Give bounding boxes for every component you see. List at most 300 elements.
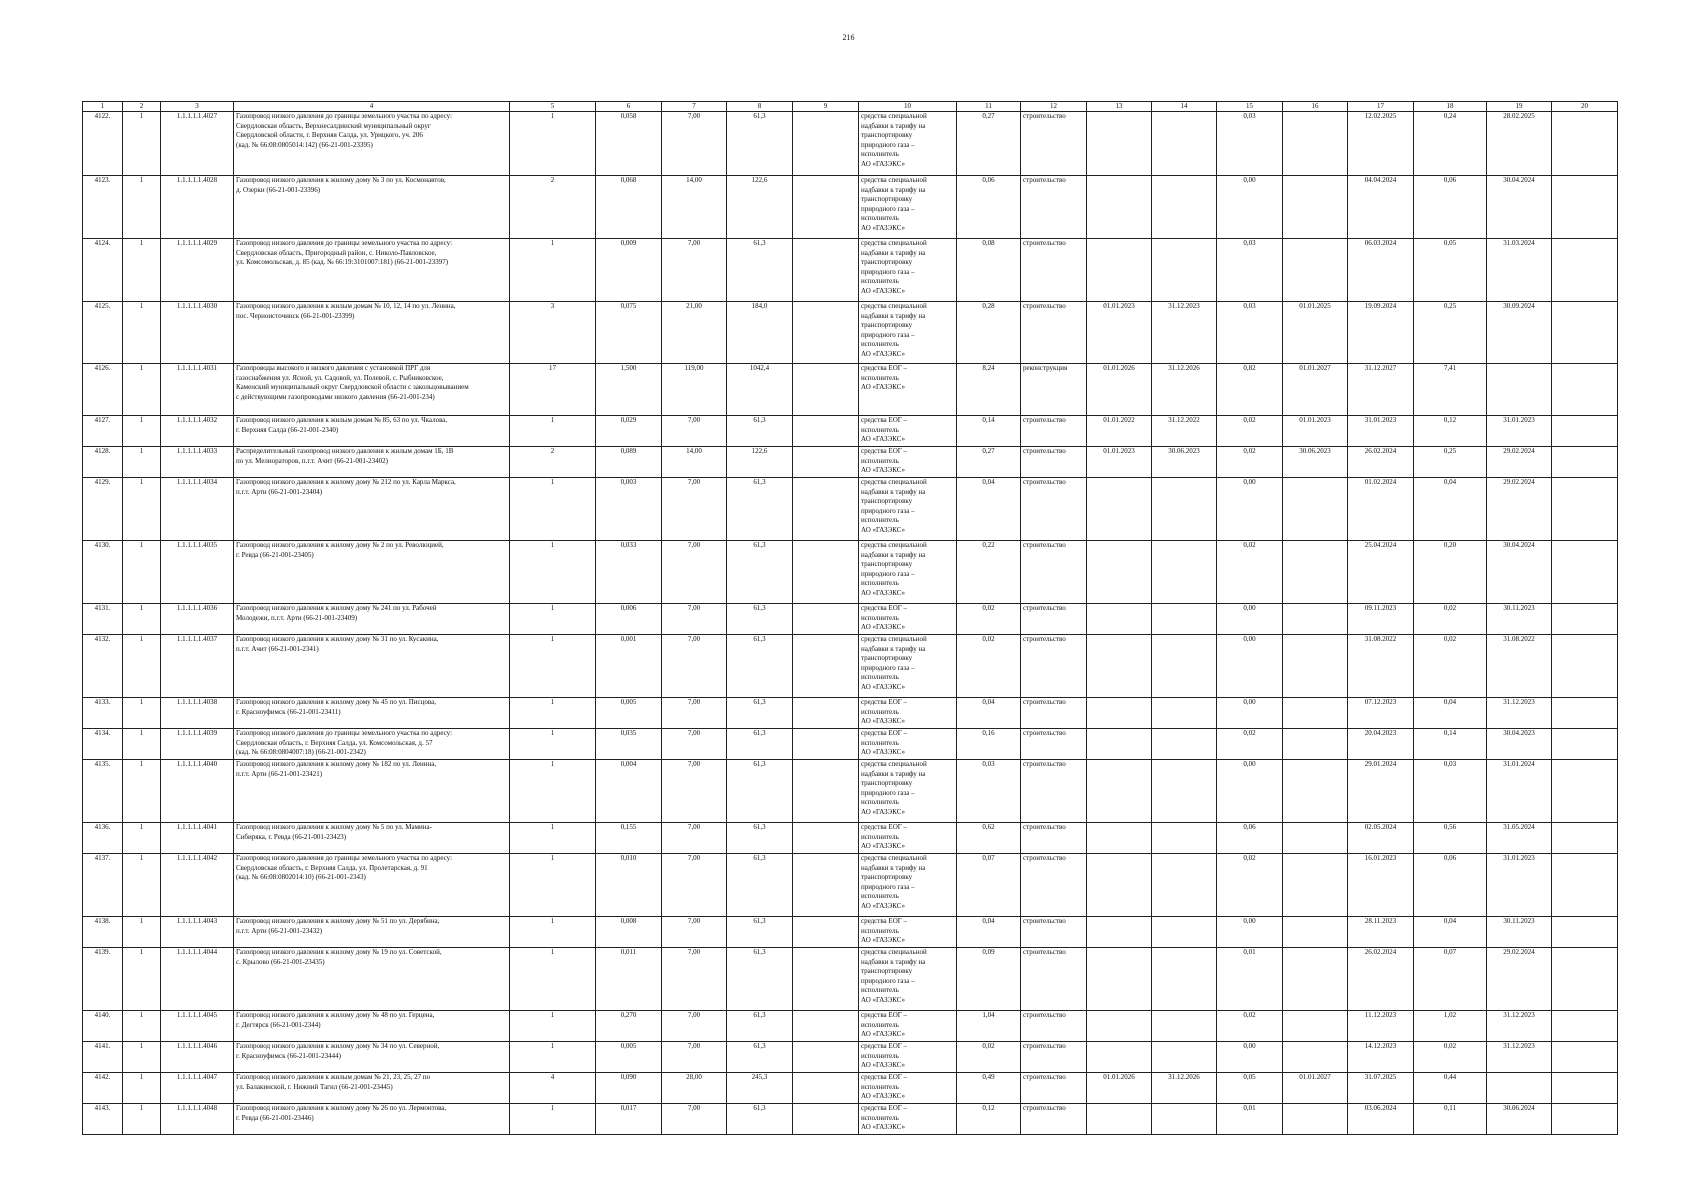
cell-col-9 [793, 447, 859, 478]
funding-source: средства ЕОГ – исполнитель АО «ГАЗЭКС» [859, 416, 957, 447]
cell-col-9 [793, 635, 859, 698]
work-type: строительство [1021, 854, 1087, 917]
cell-col-2: 1 [123, 760, 161, 823]
cell-col-5: 1 [510, 635, 596, 698]
row-number: 4126. [83, 364, 123, 416]
column-header: 7 [662, 102, 727, 112]
cell-col-5: 1 [510, 239, 596, 302]
table-row [83, 176, 1618, 239]
cell-col-13 [1087, 541, 1152, 604]
funding-source: средства ЕОГ – исполнитель АО «ГАЗЭКС» [859, 698, 957, 729]
cell-col-18: 0,05 [1414, 239, 1487, 302]
cell-col-19: 31.01.2024 [1487, 760, 1552, 823]
cell-col-15: 0,06 [1217, 823, 1283, 854]
row-number: 4132. [83, 635, 123, 698]
cell-col-2: 1 [123, 1073, 161, 1104]
cell-col-18: 0,25 [1414, 302, 1487, 364]
cell-col-8: 122,6 [727, 176, 793, 239]
column-header: 9 [793, 102, 859, 112]
table-row [83, 364, 1618, 416]
row-number: 4135. [83, 760, 123, 823]
cell-col-20 [1552, 176, 1618, 239]
cell-col-16: 01.01.2025 [1283, 302, 1348, 364]
cell-col-7: 7,00 [662, 239, 727, 302]
object-code: 1.1.1.1.1.4037 [161, 635, 234, 698]
funding-source: средства ЕОГ – исполнитель АО «ГАЗЭКС» [859, 1104, 957, 1135]
cell-col-18: 0,56 [1414, 823, 1487, 854]
row-number: 4134. [83, 729, 123, 760]
cell-col-9 [793, 112, 859, 176]
cell-col-15: 0,00 [1217, 1042, 1283, 1073]
cell-col-13 [1087, 854, 1152, 917]
cell-col-16 [1283, 854, 1348, 917]
row-number: 4140. [83, 1011, 123, 1042]
cell-col-14 [1152, 176, 1217, 239]
cell-col-19: 29.02.2024 [1487, 447, 1552, 478]
cell-col-2: 1 [123, 302, 161, 364]
table-row [83, 239, 1618, 302]
cell-col-17: 16.01.2023 [1348, 854, 1414, 917]
column-header: 17 [1348, 102, 1414, 112]
cell-col-11: 0,04 [957, 698, 1021, 729]
cell-col-6: 0,089 [596, 447, 662, 478]
work-type: строительство [1021, 302, 1087, 364]
cell-col-17: 03.06.2024 [1348, 1104, 1414, 1135]
cell-col-8: 61,3 [727, 1042, 793, 1073]
column-header: 19 [1487, 102, 1552, 112]
row-number: 4122. [83, 112, 123, 176]
cell-col-20 [1552, 541, 1618, 604]
cell-col-18: 0,07 [1414, 948, 1487, 1011]
cell-col-2: 1 [123, 239, 161, 302]
cell-col-7: 21,00 [662, 302, 727, 364]
work-type: строительство [1021, 1073, 1087, 1104]
cell-col-8: 61,3 [727, 112, 793, 176]
cell-col-11: 0,04 [957, 917, 1021, 948]
column-header: 20 [1552, 102, 1618, 112]
object-name: Газопровод низкого давления к жилым домам № 10, 12, 14 по ул. Ленина, пос. Черноисточинск (66-21-001-23399) [234, 302, 510, 364]
cell-col-14: 31.12.2026 [1152, 364, 1217, 416]
cell-col-6: 0,075 [596, 302, 662, 364]
cell-col-19: 30.04.2024 [1487, 176, 1552, 239]
object-name: Газопровод низкого давления к жилому дому № 45 по ул. Писцова, г. Красноуфимск (66-21-001-23411) [234, 698, 510, 729]
funding-source: средства специальной надбавки к тарифу на транспортировку природного газа – исполнитель АО «ГАЗЭКС» [859, 948, 957, 1011]
cell-col-18: 0,11 [1414, 1104, 1487, 1135]
cell-col-17: 20.04.2023 [1348, 729, 1414, 760]
work-type: строительство [1021, 447, 1087, 478]
cell-col-8: 61,3 [727, 604, 793, 635]
cell-col-5: 2 [510, 447, 596, 478]
cell-col-20 [1552, 854, 1618, 917]
object-name: Газопровод низкого давления до границы земельного участка по адресу: Свердловская область, г. Верхняя Салда, ул. Комсомольская, д. 57 (кад. № 66:08:0804007:18) (66-21-001-2342) [234, 729, 510, 760]
cell-col-14 [1152, 1011, 1217, 1042]
row-number: 4142. [83, 1073, 123, 1104]
cell-col-5: 1 [510, 1042, 596, 1073]
object-code: 1.1.1.1.1.4038 [161, 698, 234, 729]
cell-col-11: 0,49 [957, 1073, 1021, 1104]
cell-col-13: 01.01.2022 [1087, 416, 1152, 447]
cell-col-8: 61,3 [727, 854, 793, 917]
cell-col-6: 0,068 [596, 176, 662, 239]
cell-col-19: 31.01.2023 [1487, 416, 1552, 447]
cell-col-9 [793, 760, 859, 823]
column-header: 2 [123, 102, 161, 112]
table-row [83, 917, 1618, 948]
cell-col-17: 09.11.2023 [1348, 604, 1414, 635]
cell-col-7: 28,00 [662, 1073, 727, 1104]
cell-col-16 [1283, 948, 1348, 1011]
cell-col-20 [1552, 1104, 1618, 1135]
cell-col-19: 30.11.2023 [1487, 917, 1552, 948]
work-type: строительство [1021, 112, 1087, 176]
cell-col-6: 0,017 [596, 1104, 662, 1135]
table-row [83, 760, 1618, 823]
cell-col-6: 0,010 [596, 854, 662, 917]
cell-col-5: 1 [510, 1104, 596, 1135]
cell-col-6: 0,006 [596, 604, 662, 635]
funding-source: средства ЕОГ – исполнитель АО «ГАЗЭКС» [859, 1073, 957, 1104]
cell-col-16 [1283, 239, 1348, 302]
cell-col-18: 0,02 [1414, 604, 1487, 635]
object-name: Газопровод низкого давления к жилому дому № 19 по ул. Советской, с. Крылово (66-21-001-23435) [234, 948, 510, 1011]
cell-col-14 [1152, 948, 1217, 1011]
object-name: Газопровод низкого давления к жилому дому № 182 по ул. Ленина, п.г.т. Арти (66-21-001-23421) [234, 760, 510, 823]
cell-col-19: 30.04.2023 [1487, 729, 1552, 760]
cell-col-11: 1,04 [957, 1011, 1021, 1042]
cell-col-8: 61,3 [727, 917, 793, 948]
cell-col-11: 0,28 [957, 302, 1021, 364]
cell-col-20 [1552, 1073, 1618, 1104]
cell-col-14 [1152, 854, 1217, 917]
cell-col-16 [1283, 1104, 1348, 1135]
table-row [83, 635, 1618, 698]
cell-col-2: 1 [123, 604, 161, 635]
cell-col-5: 1 [510, 1011, 596, 1042]
cell-col-20 [1552, 604, 1618, 635]
column-header: 10 [859, 102, 957, 112]
cell-col-2: 1 [123, 478, 161, 541]
cell-col-2: 1 [123, 917, 161, 948]
cell-col-11: 0,06 [957, 176, 1021, 239]
cell-col-2: 1 [123, 364, 161, 416]
cell-col-18: 7,41 [1414, 364, 1487, 416]
cell-col-19 [1487, 364, 1552, 416]
cell-col-5: 1 [510, 948, 596, 1011]
object-name: Газопровод низкого давления к жилым домам № 21, 23, 25, 27 по ул. Балакинской, г. Нижний Тагил (66-21-001-23445) [234, 1073, 510, 1104]
funding-source: средства ЕОГ – исполнитель АО «ГАЗЭКС» [859, 917, 957, 948]
cell-col-9 [793, 302, 859, 364]
cell-col-17: 26.02.2024 [1348, 948, 1414, 1011]
cell-col-14 [1152, 917, 1217, 948]
row-number: 4124. [83, 239, 123, 302]
cell-col-13: 01.01.2023 [1087, 302, 1152, 364]
cell-col-5: 4 [510, 1073, 596, 1104]
cell-col-14: 31.12.2026 [1152, 1073, 1217, 1104]
cell-col-8: 61,3 [727, 698, 793, 729]
cell-col-7: 7,00 [662, 698, 727, 729]
cell-col-14 [1152, 1042, 1217, 1073]
cell-col-16 [1283, 478, 1348, 541]
cell-col-2: 1 [123, 416, 161, 447]
object-name: Газопровод низкого давления к жилому дому № 5 по ул. Мамина- Сибиряка, г. Ревда (66-21-001-23423) [234, 823, 510, 854]
cell-col-7: 7,00 [662, 416, 727, 447]
cell-col-7: 14,00 [662, 176, 727, 239]
cell-col-11: 0,16 [957, 729, 1021, 760]
table-row [83, 1042, 1618, 1073]
cell-col-20 [1552, 416, 1618, 447]
cell-col-5: 2 [510, 176, 596, 239]
row-number: 4127. [83, 416, 123, 447]
cell-col-18: 0,04 [1414, 917, 1487, 948]
cell-col-8: 184,0 [727, 302, 793, 364]
cell-col-13 [1087, 176, 1152, 239]
row-number: 4139. [83, 948, 123, 1011]
row-number: 4136. [83, 823, 123, 854]
table-row [83, 478, 1618, 541]
table-row [83, 447, 1618, 478]
cell-col-11: 0,02 [957, 604, 1021, 635]
cell-col-13 [1087, 239, 1152, 302]
work-type: строительство [1021, 1104, 1087, 1135]
work-type: строительство [1021, 541, 1087, 604]
cell-col-6: 0,001 [596, 635, 662, 698]
cell-col-8: 122,6 [727, 447, 793, 478]
work-type: строительство [1021, 823, 1087, 854]
cell-col-11: 0,12 [957, 1104, 1021, 1135]
cell-col-16 [1283, 176, 1348, 239]
cell-col-9 [793, 823, 859, 854]
cell-col-5: 1 [510, 698, 596, 729]
cell-col-17: 02.05.2024 [1348, 823, 1414, 854]
cell-col-15: 0,82 [1217, 364, 1283, 416]
object-name: Газопровод низкого давления к жилому дому № 212 по ул. Карла Маркса, п.г.т. Арти (66-21-001-23404) [234, 478, 510, 541]
cell-col-13: 01.01.2026 [1087, 1073, 1152, 1104]
cell-col-9 [793, 478, 859, 541]
object-name: Газопровод низкого давления к жилому дому № 2 по ул. Революцией, г. Ревда (66-21-001-23405) [234, 541, 510, 604]
cell-col-7: 7,00 [662, 760, 727, 823]
cell-col-9 [793, 364, 859, 416]
cell-col-20 [1552, 239, 1618, 302]
table-body [83, 112, 1618, 1135]
cell-col-2: 1 [123, 854, 161, 917]
object-code: 1.1.1.1.1.4029 [161, 239, 234, 302]
cell-col-18: 0,03 [1414, 760, 1487, 823]
funding-source: средства специальной надбавки к тарифу на транспортировку природного газа – исполнитель АО «ГАЗЭКС» [859, 635, 957, 698]
cell-col-13: 01.01.2026 [1087, 364, 1152, 416]
object-name: Распределительный газопровод низкого давления к жилым домам 1Б, 1В по ул. Мелиораторов, п.г.т. Ачит (66-21-001-23402) [234, 447, 510, 478]
work-type: строительство [1021, 760, 1087, 823]
object-name: Газопровод низкого давления до границы земельного участка по адресу: Свердловская область, Верхнесалдинский муниципальный округ Свердловской области, г. Верхняя Салда, ул. Урицкого, уч. 206 (кад. № 66:08:0805014:142) (66-21-001-23395) [234, 112, 510, 176]
cell-col-9 [793, 1011, 859, 1042]
cell-col-8: 61,3 [727, 1011, 793, 1042]
object-code: 1.1.1.1.1.4035 [161, 541, 234, 604]
funding-source: средства специальной надбавки к тарифу на транспортировку природного газа – исполнитель АО «ГАЗЭКС» [859, 760, 957, 823]
register-table [82, 101, 1618, 1135]
funding-source: средства специальной надбавки к тарифу на транспортировку природного газа – исполнитель АО «ГАЗЭКС» [859, 239, 957, 302]
object-code: 1.1.1.1.1.4034 [161, 478, 234, 541]
cell-col-19: 29.02.2024 [1487, 478, 1552, 541]
cell-col-15: 0,00 [1217, 478, 1283, 541]
cell-col-9 [793, 604, 859, 635]
page-number: 216 [842, 33, 855, 42]
funding-source: средства ЕОГ – исполнитель АО «ГАЗЭКС» [859, 1011, 957, 1042]
cell-col-13: 01.01.2023 [1087, 447, 1152, 478]
cell-col-7: 119,00 [662, 364, 727, 416]
cell-col-15: 0,05 [1217, 1073, 1283, 1104]
cell-col-19: 30.04.2024 [1487, 541, 1552, 604]
table-row [83, 541, 1618, 604]
cell-col-16: 01.01.2027 [1283, 364, 1348, 416]
cell-col-8: 61,3 [727, 416, 793, 447]
cell-col-15: 0,00 [1217, 176, 1283, 239]
cell-col-20 [1552, 948, 1618, 1011]
cell-col-7: 7,00 [662, 478, 727, 541]
cell-col-18: 0,20 [1414, 541, 1487, 604]
cell-col-2: 1 [123, 176, 161, 239]
cell-col-9 [793, 948, 859, 1011]
object-code: 1.1.1.1.1.4040 [161, 760, 234, 823]
object-name: Газопровод низкого давления к жилому дому № 34 по ул. Северной, г. Красноуфимск (66-21-001-23444) [234, 1042, 510, 1073]
cell-col-18: 1,02 [1414, 1011, 1487, 1042]
cell-col-16 [1283, 1011, 1348, 1042]
table-row [83, 948, 1618, 1011]
cell-col-5: 1 [510, 760, 596, 823]
cell-col-5: 1 [510, 854, 596, 917]
cell-col-19 [1487, 1073, 1552, 1104]
cell-col-15: 0,00 [1217, 760, 1283, 823]
cell-col-19: 28.02.2025 [1487, 112, 1552, 176]
cell-col-13 [1087, 1104, 1152, 1135]
work-type: строительство [1021, 917, 1087, 948]
cell-col-18: 0,02 [1414, 635, 1487, 698]
funding-source: средства ЕОГ – исполнитель АО «ГАЗЭКС» [859, 823, 957, 854]
cell-col-18: 0,44 [1414, 1073, 1487, 1104]
object-name: Газопровод низкого давления к жилым домам № 85, 63 по ул. Чкалова, г. Верхняя Салда (66-21-001-2340) [234, 416, 510, 447]
work-type: строительство [1021, 416, 1087, 447]
cell-col-9 [793, 176, 859, 239]
cell-col-6: 0,033 [596, 541, 662, 604]
cell-col-13 [1087, 478, 1152, 541]
row-number: 4123. [83, 176, 123, 239]
cell-col-6: 0,004 [596, 760, 662, 823]
object-name: Газопровод низкого давления к жилому дому № 241 по ул. Рабочей Молодежи, п.г.т. Арти (66-21-001-23409) [234, 604, 510, 635]
work-type: строительство [1021, 604, 1087, 635]
cell-col-15: 0,00 [1217, 604, 1283, 635]
table-row [83, 1104, 1618, 1135]
cell-col-5: 3 [510, 302, 596, 364]
cell-col-7: 7,00 [662, 948, 727, 1011]
cell-col-17: 07.12.2023 [1348, 698, 1414, 729]
row-number: 4137. [83, 854, 123, 917]
cell-col-15: 0,02 [1217, 1011, 1283, 1042]
object-code: 1.1.1.1.1.4043 [161, 917, 234, 948]
column-header: 12 [1021, 102, 1087, 112]
cell-col-19: 31.01.2023 [1487, 854, 1552, 917]
cell-col-20 [1552, 112, 1618, 176]
cell-col-2: 1 [123, 698, 161, 729]
cell-col-16 [1283, 604, 1348, 635]
cell-col-6: 0,058 [596, 112, 662, 176]
table-row [83, 1073, 1618, 1104]
cell-col-18: 0,02 [1414, 1042, 1487, 1073]
cell-col-14 [1152, 541, 1217, 604]
row-number: 4125. [83, 302, 123, 364]
cell-col-8: 61,3 [727, 635, 793, 698]
object-code: 1.1.1.1.1.4030 [161, 302, 234, 364]
cell-col-18: 0,14 [1414, 729, 1487, 760]
table-row [83, 1011, 1618, 1042]
cell-col-2: 1 [123, 1104, 161, 1135]
cell-col-15: 0,02 [1217, 541, 1283, 604]
funding-source: средства ЕОГ – исполнитель АО «ГАЗЭКС» [859, 447, 957, 478]
column-header: 16 [1283, 102, 1348, 112]
cell-col-2: 1 [123, 541, 161, 604]
row-number: 4143. [83, 1104, 123, 1135]
cell-col-6: 0,009 [596, 239, 662, 302]
cell-col-6: 0,155 [596, 823, 662, 854]
cell-col-5: 1 [510, 541, 596, 604]
cell-col-17: 31.12.2027 [1348, 364, 1414, 416]
cell-col-8: 245,3 [727, 1073, 793, 1104]
funding-source: средства ЕОГ – исполнитель АО «ГАЗЭКС» [859, 729, 957, 760]
cell-col-14 [1152, 729, 1217, 760]
cell-col-17: 29.01.2024 [1348, 760, 1414, 823]
object-code: 1.1.1.1.1.4046 [161, 1042, 234, 1073]
column-header: 11 [957, 102, 1021, 112]
cell-col-2: 1 [123, 823, 161, 854]
cell-col-11: 0,14 [957, 416, 1021, 447]
cell-col-11: 0,08 [957, 239, 1021, 302]
cell-col-20 [1552, 823, 1618, 854]
cell-col-7: 7,00 [662, 604, 727, 635]
cell-col-5: 1 [510, 478, 596, 541]
cell-col-7: 7,00 [662, 1042, 727, 1073]
cell-col-15: 0,03 [1217, 112, 1283, 176]
cell-col-18: 0,04 [1414, 478, 1487, 541]
cell-col-17: 11.12.2023 [1348, 1011, 1414, 1042]
cell-col-19: 31.12.2023 [1487, 698, 1552, 729]
object-code: 1.1.1.1.1.4041 [161, 823, 234, 854]
object-code: 1.1.1.1.1.4042 [161, 854, 234, 917]
cell-col-7: 7,00 [662, 112, 727, 176]
cell-col-5: 1 [510, 729, 596, 760]
row-number: 4133. [83, 698, 123, 729]
cell-col-17: 04.04.2024 [1348, 176, 1414, 239]
cell-col-5: 1 [510, 112, 596, 176]
cell-col-7: 7,00 [662, 823, 727, 854]
cell-col-16 [1283, 635, 1348, 698]
cell-col-11: 0,09 [957, 948, 1021, 1011]
cell-col-9 [793, 416, 859, 447]
cell-col-8: 61,3 [727, 948, 793, 1011]
cell-col-18: 0,24 [1414, 112, 1487, 176]
cell-col-20 [1552, 917, 1618, 948]
cell-col-5: 1 [510, 823, 596, 854]
cell-col-17: 19.09.2024 [1348, 302, 1414, 364]
work-type: строительство [1021, 1011, 1087, 1042]
cell-col-19: 29.02.2024 [1487, 948, 1552, 1011]
cell-col-11: 0,22 [957, 541, 1021, 604]
cell-col-9 [793, 1104, 859, 1135]
column-header: 15 [1217, 102, 1283, 112]
cell-col-8: 61,3 [727, 823, 793, 854]
cell-col-17: 14.12.2023 [1348, 1042, 1414, 1073]
funding-source: средства специальной надбавки к тарифу на транспортировку природного газа – исполнитель АО «ГАЗЭКС» [859, 112, 957, 176]
cell-col-5: 1 [510, 604, 596, 635]
funding-source: средства специальной надбавки к тарифу на транспортировку природного газа – исполнитель АО «ГАЗЭКС» [859, 176, 957, 239]
cell-col-7: 7,00 [662, 541, 727, 604]
cell-col-16 [1283, 823, 1348, 854]
